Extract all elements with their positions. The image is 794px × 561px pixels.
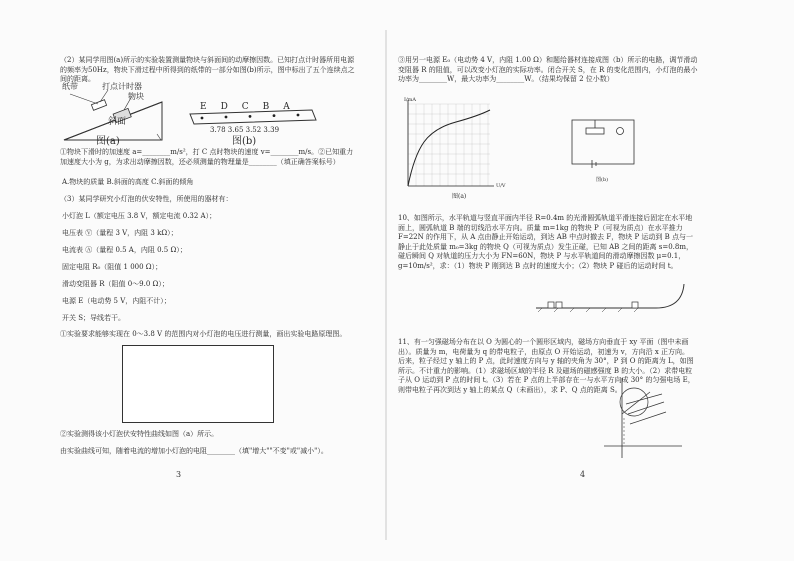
q-3-part-3: ③用另一电源 E₀（电动势 4 V，内阻 1.00 Ω）和题给器材连接成图（b）所示的电路，调节滑动变阻器 R 的阻值，可以改变小灯泡的实际功率。闭合开关 S，在 R 的变化范围内，小灯泡的最小功率为________W，最大功率为________W。（结果均保留 2 位小数） xyxy=(398,56,698,83)
iu-graph-caption: 图(a) xyxy=(452,193,467,200)
equip-voltmeter: 电压表 Ⓥ（量程 3 V，内阻 3 kΩ）； xyxy=(62,229,178,237)
circuit-answer-box xyxy=(122,345,274,423)
equip-ammeter: 电流表 Ⓐ（量程 0.5 A，内阻 0.5 Ω）； xyxy=(62,246,187,254)
equip-rheostat: 滑动变阻器 R（阻值 0～9.0 Ω）； xyxy=(62,280,169,288)
equip-power: 电源 E（电动势 5 V，内阻不计）； xyxy=(62,297,171,305)
figure-a-caption: 图(a) xyxy=(96,136,120,147)
figure-b-caption: 图(b) xyxy=(232,136,257,147)
figure-a-incline xyxy=(62,82,172,147)
q-2-intro: （2）某同学用图(a)所示的实验装置测量物块与斜面间的动摩擦因数。已知打点计时器所用电源的频率为50Hz，物块下滑过程中所得到的纸带的一部分如图(b)所示，图中标出了五个连续点之间的距离。 xyxy=(60,56,355,83)
equip-resistor: 固定电阻 R₀（阻值 1 000 Ω）； xyxy=(62,263,163,271)
tape-point-labels: EDCBA xyxy=(200,102,304,112)
equip-switch: 开关 S；导线若干。 xyxy=(62,314,126,322)
magnetic-field-figure xyxy=(602,374,684,466)
equip-bulb: 小灯泡 L（额定电压 3.8 V，额定电流 0.32 A）； xyxy=(62,212,217,220)
q-10-text: 10、如图所示，水平轨道与竖直平面内半径 R=0.4m 的光滑圆弧轨道平滑连接后固定在水平地面上，圆弧轨道 B 端的切线沿水平方向。质量 m=1kg 的物块 P（可视为质点）在水平推力 F=22N 的作用下，从 A 点由静止开始运动，到达 AB 中点时撤去 F，物块 P 运动到 B 点与一静止于此处质量 m₀=3kg 的物块 Q（可视为质点）发生正碰，已知 AB 之间的距离 s=0.8m，碰后瞬间 Q 对轨道的压力大小为 FN=60N，物块 P 与水平轨道间的滑动摩擦因数 μ=0.1，g=10m/s²，求：（1）物块 P 刚到达 B 点时的速度大小；（2）物块 P 碰后的运动时间 t。 xyxy=(398,214,694,270)
q-3-intro: （3）某同学研究小灯泡的伏安特性，所使用的器材有： xyxy=(60,195,233,203)
label-block: 物块 xyxy=(128,92,144,101)
q-2-options: A.物块的质量 B.斜面的高度 C.斜面的倾角 xyxy=(62,178,194,186)
tape-measurements: 3.78 3.65 3.52 3.39 xyxy=(210,126,280,134)
q-3-part-2-answer: 由实验曲线可知，随着电流的增加小灯泡的电阻________（填"增大""不变"或"减小"）。 xyxy=(60,447,328,455)
label-timer: 打点计时器 xyxy=(102,82,142,91)
page-number-right: 4 xyxy=(580,470,586,479)
label-paper-tape: 纸带 xyxy=(62,82,78,91)
q-3-part-2: ②实验测得该小灯泡伏安特性曲线如图（a）所示。 xyxy=(60,430,219,438)
iu-graph-y-unit: I/mA xyxy=(404,97,417,103)
label-incline: 斜面 xyxy=(108,117,127,127)
page-number-left: 3 xyxy=(176,470,182,479)
q-2-subquestions: ①物块下滑时的加速度 a=________m/s²，打 C 点时物块的速度 v=________m/s。②已知重力加速度大小为 g，为求出动摩擦因数，还必须测量的物理量是________（填正确答案标号） xyxy=(60,148,354,166)
iu-graph-x-unit: U/V xyxy=(496,183,506,189)
q-3-part-1: ①实验要求能够实现在 0～3.8 V 的范围内对小灯泡的电压进行测量，画出实验电路原理图。 xyxy=(60,330,347,338)
circuit-diagram-b xyxy=(568,116,638,170)
q-11-text: 11、有一匀强磁场分布在以 O 为圆心的一个圆形区域内，磁场方向垂直于 xy 平面（图中未画出）。质量为 m，电荷量为 q 的带电粒子，由原点 O 开始运动，初速为 v，方向沿 x 正方向。后来，粒子经过 y 轴上的 P 点，此时速度方向与 y 轴的夹角为 30°，P 到 O 的距离为 L，如图所示。不计重力的影响。（1）求磁场区域的半径 R 及磁场的磁感强度 B 的大小。（2）求带电粒子从 O 运动到 P 点的时间 t。（3）若在 P 点的上半部存在一与水平方向成 30° 的匀强电场 E，则带电粒子再次到达 y 轴上的某点 Q（未画出），求 P、Q 点的距离 S。 xyxy=(398,338,695,394)
track-figure xyxy=(532,282,688,314)
circuit-b-caption: 图(b) xyxy=(596,177,609,183)
page-divider xyxy=(385,30,387,540)
